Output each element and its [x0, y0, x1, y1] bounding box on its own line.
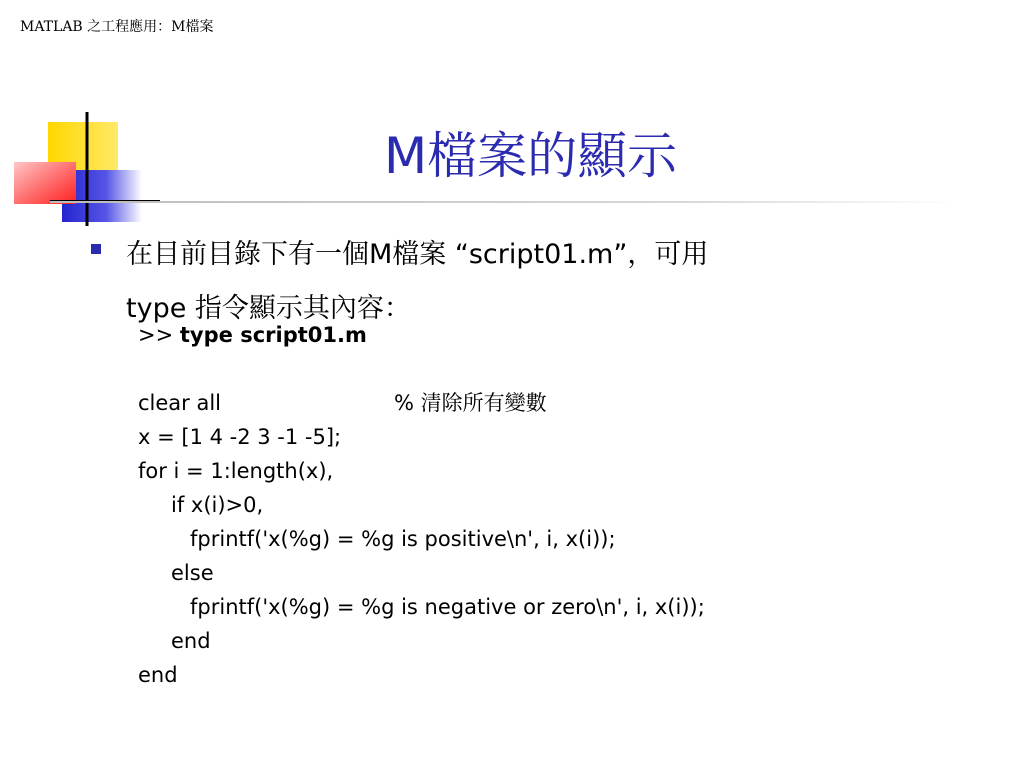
title-underline — [50, 201, 960, 203]
code-line-4: if x(i)>0, — [171, 493, 264, 517]
command-line — [138, 318, 705, 352]
command-prompt: >> — [138, 323, 180, 347]
code-clear-all: clear all — [138, 391, 222, 415]
code-line-2: x = [1 4 -2 3 -1 -5]; — [138, 425, 342, 449]
code-line-5: fprintf('x(%g) = %g is positive\n', i, x(i)); — [190, 527, 616, 551]
bullet-square-icon — [91, 244, 101, 254]
slide-title: M檔案的顯示 — [384, 127, 678, 185]
slide-header: MATLAB 之工程應用：M檔案 — [20, 19, 214, 35]
code-listing — [138, 318, 705, 692]
code-line-1 — [138, 386, 705, 420]
code-comment: % 清除所有變數 — [394, 391, 547, 415]
decorative-squares-graphic — [0, 0, 160, 240]
code-line-9: end — [138, 663, 178, 687]
bullet-line-2: type 指令顯示其內容： — [126, 293, 411, 324]
blank-line — [138, 352, 705, 386]
code-line-6: else — [171, 561, 214, 585]
bullet-line-1: 在目前目錄下有一個M檔案 “script01.m”，可用 — [126, 239, 709, 270]
command-text: type script01.m — [179, 323, 367, 347]
code-line-7: fprintf('x(%g) = %g is negative or zero\n', i, x(i)); — [190, 595, 705, 619]
code-line-3: for i = 1:length(x), — [138, 459, 334, 483]
code-line-8: end — [171, 629, 211, 653]
